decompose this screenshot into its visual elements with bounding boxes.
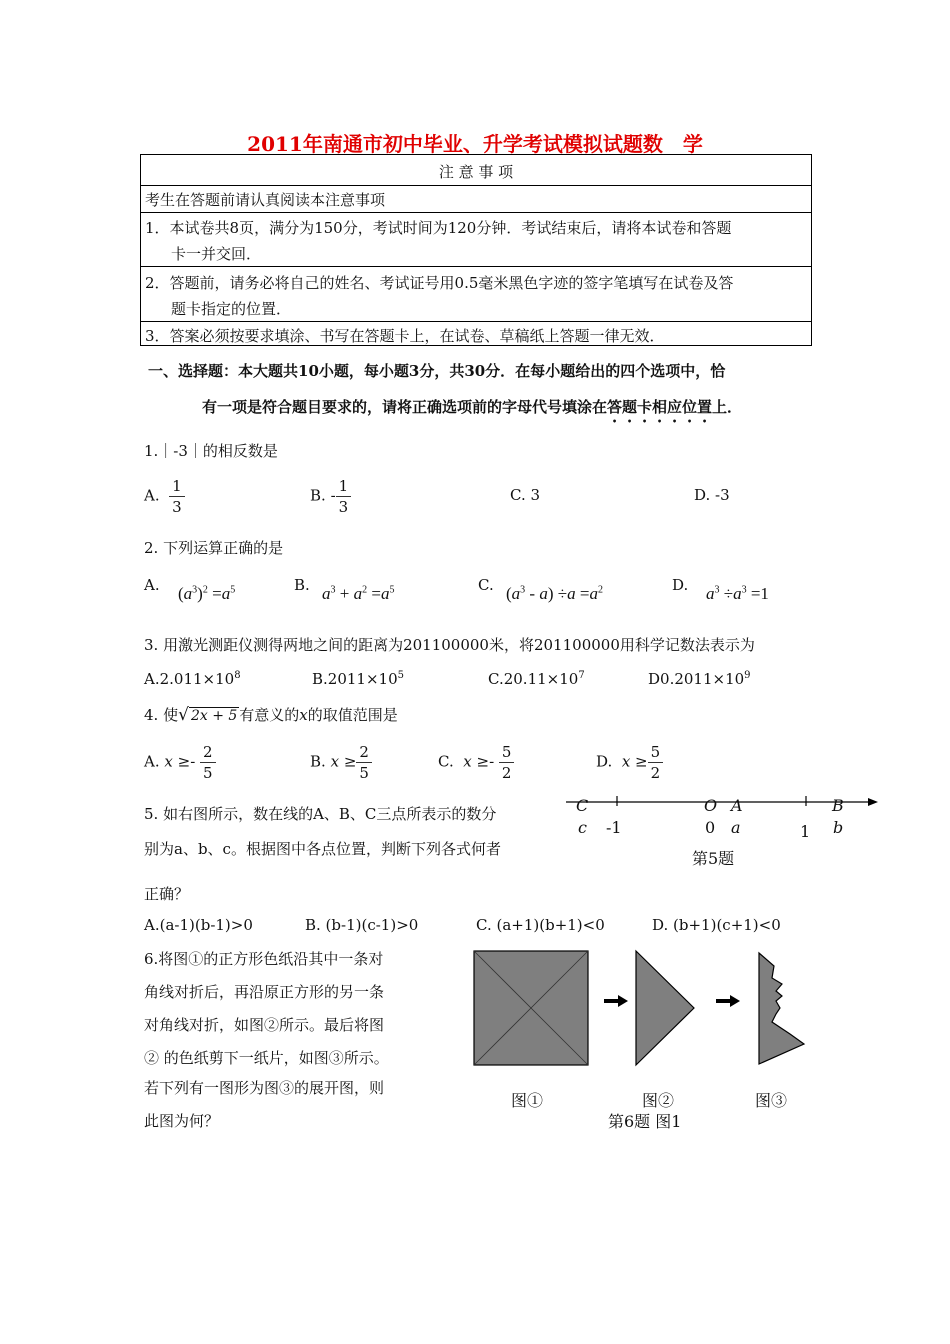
value-c-label: c: [578, 818, 587, 837]
point-B-label: B: [832, 796, 844, 815]
q3-option-d: $D0.2011\times 10^9$: [648, 670, 751, 688]
notice-item-1a: 1．本试卷共8页，满分为150分，考试时间为120分钟．考试结束后，请将本试卷和答题: [145, 219, 732, 237]
paper-fold-figure: [470, 948, 830, 1070]
q6-line4: ② 的色纸剪下一纸片，如图③所示。: [144, 1049, 389, 1067]
q1-option-c: C. 3: [510, 486, 541, 504]
section1-line2: 有一项是符合题目要求的，请将正确选项前的字母代号填涂在答题卡相应位置上．: [202, 398, 743, 416]
q2-b-label: B.: [294, 576, 310, 594]
notice-item-2a: 2．答题前，请务必将自己的姓名、考试证号用0.5毫米黑色字迹的签字笔填写在试卷及答: [145, 274, 734, 292]
q5-figure-caption: 第5题: [692, 849, 735, 868]
point-O-label: O: [704, 796, 718, 815]
q2-a-label: A.: [144, 576, 160, 594]
q3-option-c: $C.20.11\times 10^7$: [488, 670, 585, 688]
tick-one-label: 1: [800, 822, 811, 841]
point-A-label: A: [731, 796, 743, 815]
page-title: 2011年南通市初中毕业、升学考试模拟试题数 学: [247, 132, 703, 156]
notice-item-2b: 题卡指定的位置．: [171, 300, 292, 318]
q3-stem: 3. 用激光测距仪测得两地之间的距离为201100000米，将201100000用科学记数法表示为: [144, 636, 755, 654]
q4-option-b: B. x ≥ $\frac{2}{5}$: [310, 742, 372, 783]
notice-item-1b: 卡一并交回．: [171, 245, 262, 263]
notice-header: 注 意 事 项: [438, 163, 514, 181]
section1-line1: 一、选择题：本大题共10小题，每小题3分，共30分．在每小题给出的四个选项中，恰: [148, 362, 726, 380]
q5-line2: 别为a、b、c。根据图中各点位置，判断下列各式何者: [144, 840, 501, 858]
q1-option-d: D. -3: [694, 486, 730, 504]
folded-triangle-shape: [636, 951, 694, 1065]
q5-line3: 正确？: [144, 885, 190, 903]
q2-d-label: D.: [672, 576, 689, 594]
cut-paper-shape: [759, 953, 804, 1064]
value-a-label: a: [731, 818, 741, 837]
tick-neg1-label: -1: [606, 818, 622, 837]
q6-line1: 6.将图①的正方形色纸沿其中一条对: [144, 950, 384, 968]
q5-option-b: B. (b-1)(c-1)>0: [305, 916, 419, 934]
q5-line1: 5. 如右图所示，数在线的A、B、C三点所表示的数分: [144, 805, 497, 823]
q2-option-c: $(a^3 - a) \div a =a^2$: [506, 584, 603, 603]
q4-option-d: D. x ≥ $\frac{5}{2}$: [596, 742, 663, 783]
q3-option-b: $B.2011\times 10^5$: [312, 670, 404, 688]
point-C-label: C: [576, 796, 589, 815]
notice-intro: 考生在答题前请认真阅读本注意事项: [145, 191, 386, 209]
q6-line2: 角线对折后，再沿原正方形的另一条: [144, 983, 385, 1001]
q1-option-a: A. $\frac{1}{3}$: [144, 476, 185, 517]
q2-option-a: $(a^3)^2 =a^5$: [178, 584, 236, 603]
figure-2-caption: 图②: [642, 1091, 675, 1110]
q5-option-d: D. (b+1)(c+1)<0: [652, 916, 781, 934]
q6-line6: 此图为何？: [144, 1112, 220, 1130]
q3-option-a: $A.2.011\times 10^8$: [144, 670, 241, 688]
q4-stem: 4. 使√ 2x + 5 有意义的x的取值范围是: [144, 705, 398, 725]
q6-line5: 若下列有一图形为图③的展开图，则: [144, 1079, 385, 1097]
q2-option-d: $a^3 \div a^3 =1$: [706, 584, 769, 603]
q2-stem: 2. 下列运算正确的是: [144, 539, 284, 557]
q2-c-label: C.: [478, 576, 494, 594]
notice-box: [140, 154, 812, 346]
figure-1-caption: 图①: [511, 1091, 544, 1110]
q4-option-a: A. x ≥- $\frac{2}{5}$: [144, 742, 216, 783]
q4-radicand: 2x + 5: [190, 708, 238, 724]
q2-option-b: $a^3 + a^2 =a^5$: [322, 584, 395, 603]
notice-item-3: 3．答案必须按要求填涂、书写在答题卡上，在试卷、草稿纸上答题一律无效．: [145, 327, 665, 345]
q5-option-c: C. (a+1)(b+1)<0: [476, 916, 605, 934]
value-b-label: b: [833, 818, 844, 837]
q4-option-c: C. x ≥- $\frac{5}{2}$: [438, 742, 514, 783]
q1-option-b: B. - $\frac{1}{3}$: [310, 476, 351, 517]
q6-line3: 对角线对折，如图②所示。最后将图: [144, 1016, 385, 1034]
tick-zero-label: 0: [705, 818, 716, 837]
q5-option-a: A.(a-1)(b-1)>0: [144, 916, 253, 934]
q6-figure-caption: 第6题 图1: [608, 1112, 682, 1131]
figure-3-caption: 图③: [755, 1091, 788, 1110]
q1-stem: 1.｜-3｜的相反数是: [144, 442, 278, 460]
